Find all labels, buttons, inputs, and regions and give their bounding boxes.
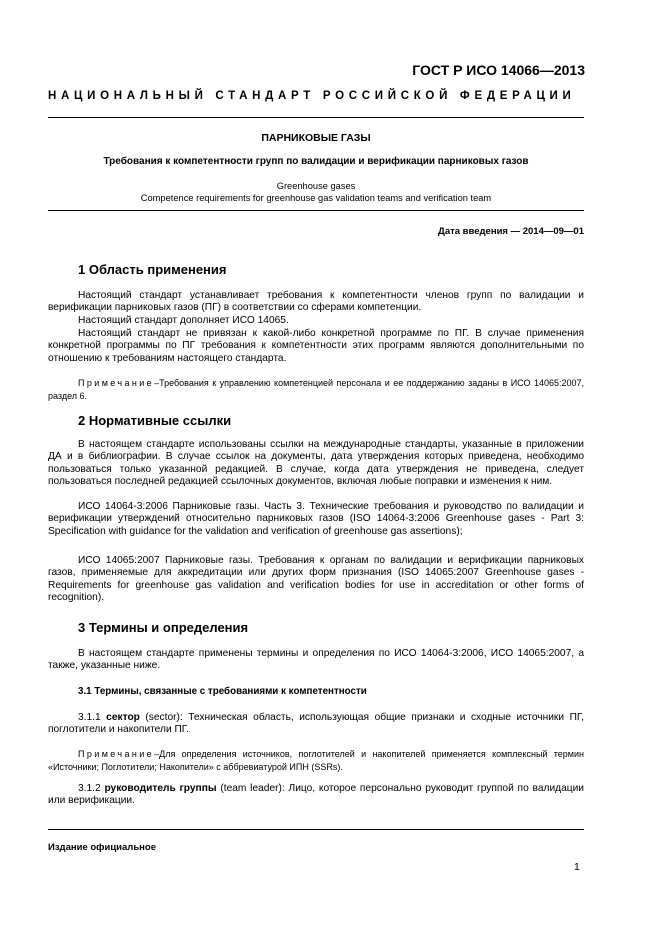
introduction-date: Дата введения — 2014—09—01: [438, 226, 584, 237]
title-rule: [48, 210, 584, 211]
note-label: Примечание: [78, 378, 155, 388]
section-2-reference-2: ИСО 14065:2007 Парниковые газы. Требования к органам по валидации и верификации парниковых газов, применяемые для аккредитации или других форм признания (ISO 14065:2007 Greenhouse gases - Requirements for greenhouse gas validation and verification bodies for use in accreditation or other forms of recognition).: [48, 555, 584, 603]
note-text: Для определения источников, поглотителей и накопителей применяется комплексный термин «Источники; Поглотители; Накопители» с аббревиатурой ИПН (SSRs).: [48, 749, 584, 772]
term-definition: (team leader): Лицо, которое персонально руководит группой по валидации или верификации.: [48, 783, 584, 807]
term-name: сектор: [106, 712, 140, 723]
footer-rule: [48, 829, 584, 830]
section-2-heading: 2 Нормативные ссылки: [78, 413, 232, 428]
subsection-3-1-heading: 3.1 Термины, связанные с требованиями к компетентности: [78, 686, 367, 697]
section-3-note: Примечание–Для определения источников, поглотителей и накопителей применяется комплексный термин «Источники; Поглотители; Накопители» с аббревиатурой ИПН (SSRs).: [48, 749, 584, 772]
section-1-paragraph-2: Настоящий стандарт дополняет ИСО 14065.: [78, 315, 289, 326]
note-label: Примечание: [78, 749, 155, 759]
document-title: ПАРНИКОВЫЕ ГАЗЫ: [261, 132, 371, 144]
note-text: Требования к управлению компетенцией персонала и ее поддержанию заданы в ИСО 14065:2007, раздел 6.: [48, 378, 584, 401]
section-2-paragraph-1: В настоящем стандарте использованы ссылки на международные стандарты, указанные в приложении ДА и в библиографии. В случае ссылок на документы, дата утверждения которых приведена, необходимо пользоваться только указанной редакцией. В случае, когда дата утверждения не приведена, следует пользоваться последней редакцией ссылочных документов, включая любые поправки и изменения к ним.: [48, 439, 584, 487]
official-edition-label: Издание официальное: [48, 842, 156, 853]
section-1-heading: 1 Область применения: [78, 262, 227, 277]
term-definition: (sector): Техническая область, использующая общие признаки и сходные источники ПГ, поглотители и накопители ПГ.: [48, 712, 584, 736]
section-1-note: Примечание–Требования к управлению компетенцией персонала и ее поддержанию заданы в ИСО 14065:2007, раздел 6.: [48, 378, 584, 401]
term-number: 3.1.2: [78, 783, 101, 794]
section-3-heading: 3 Термины и определения: [78, 620, 249, 635]
header-rule: [48, 117, 584, 118]
term-3-1-2: [48, 783, 584, 808]
english-subtitle: Competence requirements for greenhouse gas validation teams and verification team: [140, 193, 492, 203]
english-title: Greenhouse gases: [276, 181, 356, 191]
page-number: 1: [574, 861, 580, 873]
document-code: ГОСТ Р ИСО 14066—2013: [412, 62, 585, 78]
section-2-reference-1: ИСО 14064-3:2006 Парниковые газы. Часть 3. Технические требования и руководство по валидации и верификации утверждений относительно парниковых газов (ISO 14064-3:2006 Greenhouse gases - Part 3: Specification with guidance for the validation and verification of greenhouse gas assertions);: [48, 501, 584, 537]
document-subtitle: Требования к компетентности групп по валидации и верификации парниковых газов: [103, 156, 529, 167]
term-number: 3.1.1: [78, 712, 101, 723]
section-1-paragraph-3: Настоящий стандарт не привязан к какой-либо конкретной программе по ПГ. В случае применения конкретной программы по ПГ требования к компетентности этих программ являются дополнительными по отношению к требованиям настоящего стандарта.: [48, 328, 584, 364]
section-1-paragraph-1: Настоящий стандарт устанавливает требования к компетентности членов групп по валидации и верификации парниковых газов (ПГ) в соответствии со сферами компетенции.: [48, 290, 584, 314]
national-standard-banner: НАЦИОНАЛЬНЫЙ СТАНДАРТ РОССИЙСКОЙ ФЕДЕРАЦИИ: [48, 90, 576, 102]
term-3-1-1: [48, 712, 584, 737]
section-3-paragraph-1: В настоящем стандарте применены термины и определения по ИСО 14064-3:2006, ИСО 14065:2007, а также, указанные ниже.: [48, 648, 584, 672]
english-title-block: [48, 180, 584, 204]
term-name: руководитель группы: [104, 783, 217, 794]
